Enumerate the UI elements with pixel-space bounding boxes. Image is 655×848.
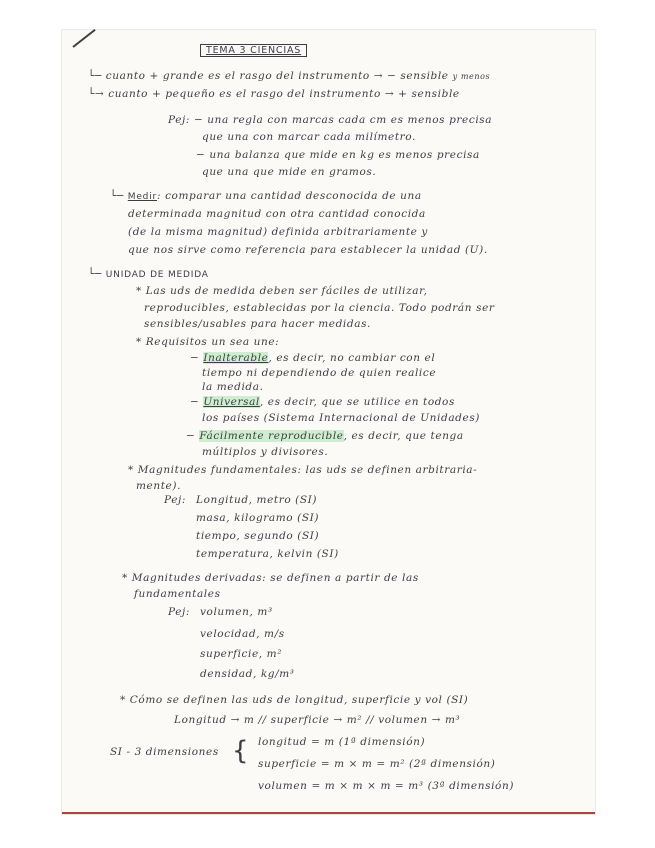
derived-item: velocidad, m/s: [200, 628, 285, 640]
req-1-line-1: − Inalterable, es decir, no cambiar con el: [190, 352, 436, 364]
si-dimension-item: volumen = m × m × m = m³ (3ª dimensión): [258, 780, 515, 792]
example-line-3: − una balanza que mide en kg es menos precisa: [196, 149, 480, 161]
medir-term: Medir: [127, 192, 157, 202]
req-1-term: Inalterable: [203, 352, 269, 364]
medir-line-1: └─ Medir: comparar una cantidad desconocida de una: [110, 190, 422, 202]
example-line-4: que una que mide en gramos.: [202, 166, 377, 178]
unidad-line-3: sensibles/usables para hacer medidas.: [144, 318, 371, 330]
sensibility-line-1: └─ cuanto + grande es el rasgo del instrumento → − sensible y menos: [88, 70, 491, 82]
req-2-line-1: − Universal, es decir, que se utilice en todos: [190, 396, 455, 408]
derived-item: volumen, m³: [200, 606, 273, 618]
brace-mark: {: [232, 736, 249, 766]
derived-item: densidad, kg/m³: [200, 668, 295, 680]
si-dimensions-label: SI - 3 dimensiones: [110, 746, 219, 758]
unidad-line-1: * Las uds de medida deben ser fáciles de utilizar,: [136, 285, 428, 297]
fundamental-item: masa, kilogramo (SI): [196, 512, 320, 524]
si-line-1: * Cómo se definen las uds de longitud, superficie y vol (SI): [120, 694, 469, 706]
fundamentales-lead: Pej:: [164, 494, 187, 506]
fundamentales-line-2: mente).: [136, 480, 182, 492]
example-line-1: Pej: − una regla con marcas cada cm es menos precisa: [168, 114, 493, 126]
sensibility-line-2: └→ cuanto + pequeño es el rasgo del instrumento → + sensible: [88, 88, 460, 100]
derivadas-line-2: fundamentales: [134, 588, 221, 600]
si-dimension-item: longitud = m (1ª dimensión): [258, 736, 426, 748]
derivadas-lead: Pej:: [168, 606, 191, 618]
example-line-2: que una con marcar cada milímetro.: [202, 131, 416, 143]
si-line-2: Longitud → m // superficie → m² // volumen → m³: [174, 714, 461, 726]
req-1-line-2: tiempo ni dependiendo de quien realice: [202, 367, 437, 379]
medir-line-3: (de la misma magnitud) definida arbitrariamente y: [128, 226, 428, 238]
req-3-line-1: − Fácilmente reproducible, es decir, que tenga: [186, 430, 464, 442]
req-3-line-2: múltiplos y divisores.: [202, 446, 329, 458]
derivadas-line-1: * Magnitudes derivadas: se definen a partir de las: [122, 572, 419, 584]
medir-line-2: determinada magnitud con otra cantidad conocida: [128, 208, 426, 220]
unidad-heading: └─ UNIDAD DE MEDIDA: [88, 268, 209, 280]
fundamental-item: temperatura, kelvin (SI): [196, 548, 339, 560]
req-1-line-3: la medida.: [202, 381, 264, 393]
sensibility-note: y menos: [452, 72, 491, 81]
fundamental-item: Longitud, metro (SI): [196, 494, 318, 506]
page-title: TEMA 3 CIENCIAS: [200, 44, 307, 57]
fundamental-item: tiempo, segundo (SI): [196, 530, 320, 542]
unidad-line-2: reproducibles, establecidas por la ciencia. Todo podrán ser: [144, 302, 495, 314]
fundamentales-line-1: * Magnitudes fundamentales: las uds se definen arbitraria-: [128, 464, 478, 476]
si-dimension-item: superficie = m × m = m² (2ª dimensión): [258, 758, 496, 770]
req-2-line-2: los países (Sistema Internacional de Unidades): [202, 412, 481, 424]
req-3-term: Fácilmente reproducible: [199, 430, 344, 442]
requisitos-line: * Requisitos un sea une:: [136, 336, 280, 348]
req-2-term: Universal: [203, 396, 260, 408]
medir-line-4: que nos sirve como referencia para establecer la unidad (U).: [128, 244, 488, 256]
example-lead: Pej:: [168, 114, 191, 126]
derived-item: superficie, m²: [200, 648, 283, 660]
